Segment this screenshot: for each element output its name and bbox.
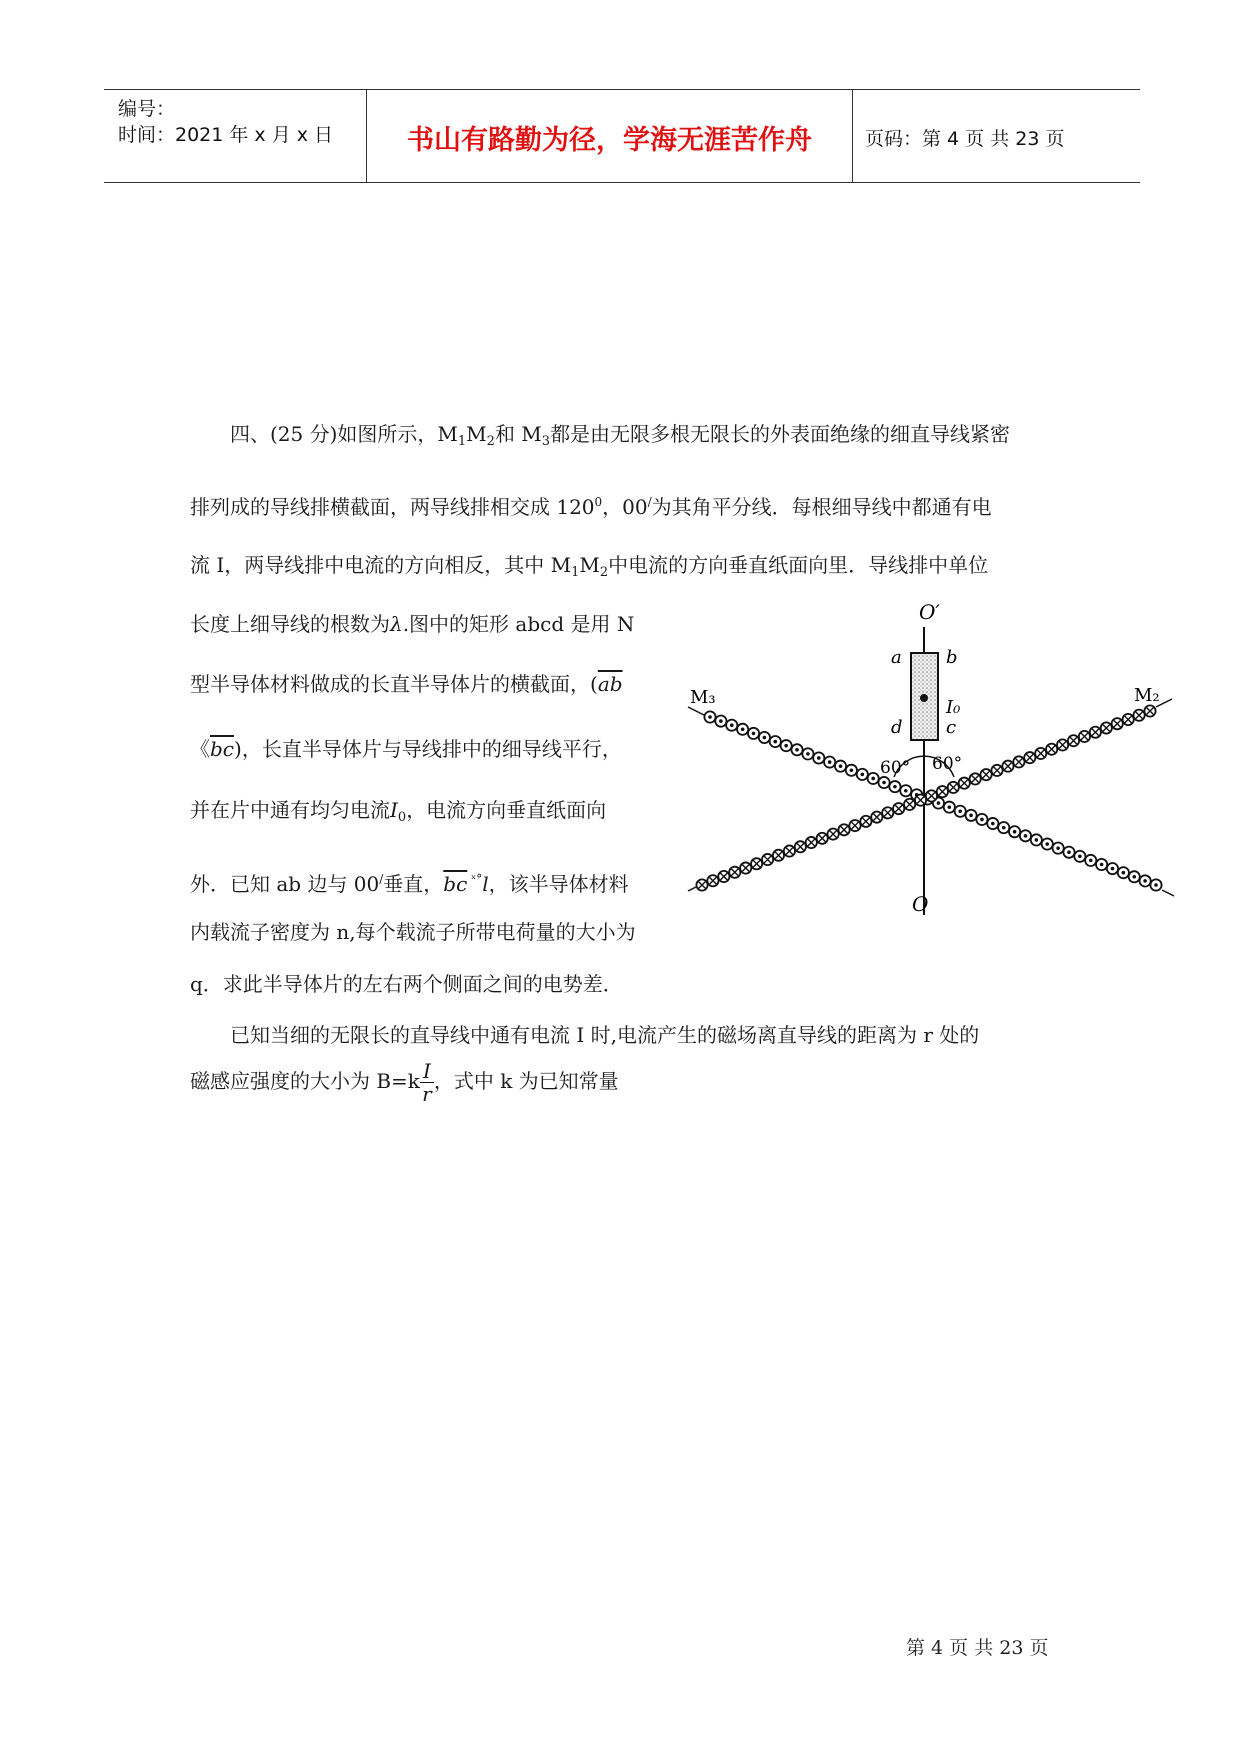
text-run: 为其角平分线．每根细导线中都通有电: [651, 495, 992, 519]
wire-dot: [770, 736, 781, 747]
wire-cross: [707, 875, 718, 886]
text-run: ，电流方向垂直纸面向: [406, 798, 607, 822]
text-run: 并在片中通有均匀电流: [190, 798, 390, 822]
wire-cross: [860, 816, 871, 827]
wire-dot: [715, 715, 726, 726]
wire-cross: [1013, 756, 1024, 767]
wire-cross: [1035, 748, 1046, 759]
text-run: M: [466, 422, 487, 446]
text-run: 长度上细导线的根数为: [190, 612, 390, 636]
wire-dot: [965, 810, 976, 821]
wire-dot: [1118, 867, 1129, 878]
problem-line-10: q．求此半导体片的左右两个侧面之间的电势差．: [190, 972, 623, 996]
symbol-run: ˣ°: [467, 872, 483, 886]
wire-dot: [868, 773, 879, 784]
wire-cross: [1079, 731, 1090, 742]
prime-mark: /: [379, 872, 384, 886]
wire-dot: [846, 765, 857, 776]
label-o-prime: O′: [919, 600, 940, 624]
wire-dot: [1031, 834, 1042, 845]
header-info-cell: [104, 90, 367, 182]
text-run: ，该半导体材料: [488, 872, 629, 896]
wire-dot: [1107, 863, 1118, 874]
text-run: ，式中 k 为已知常量: [433, 1069, 619, 1093]
label-i0: I₀: [946, 697, 961, 718]
wire-cross: [1090, 727, 1101, 738]
problem-line-8: [190, 865, 629, 898]
wire-cross: [1144, 705, 1155, 716]
wire-cross: [871, 811, 882, 822]
wire-cross: [991, 765, 1002, 776]
wire-cross: [740, 862, 751, 873]
wire-cross: [828, 828, 839, 839]
wire-cross: [1112, 718, 1123, 729]
label-b: b: [946, 647, 958, 668]
wire-dot: [726, 720, 737, 731]
wire-cross: [718, 871, 729, 882]
wire-cross: [696, 879, 707, 890]
wire-cross: [795, 841, 806, 852]
wire-dot: [944, 802, 955, 813]
fraction-denominator: r: [422, 1082, 432, 1106]
wire-dot: [813, 752, 824, 763]
wire-dot: [1042, 838, 1053, 849]
segment-bc: $\overline{bc}$: [443, 872, 468, 896]
fraction: [420, 1060, 434, 1105]
problem-line-11: 已知当细的无限长的直导线中通有电流 I 时,电流产生的磁场离直导线的距离为 r 处的: [230, 1023, 980, 1047]
wire-cross: [729, 867, 740, 878]
angle-right-label: 60°: [932, 754, 963, 774]
wire-cross: [849, 820, 860, 831]
wire-dot: [748, 728, 759, 739]
wire-cross: [904, 799, 915, 810]
wire-cross: [751, 858, 762, 869]
lambda-symbol: λ: [390, 612, 403, 636]
wire-dot: [704, 711, 715, 722]
wire-dot: [878, 777, 889, 788]
wire-dot: [1009, 826, 1020, 837]
text-run: 四、(25 分)如图所示，M: [230, 422, 458, 446]
wire-dot: [1096, 859, 1107, 870]
motto: 书山有路勤为径，学海无涯苦作舟: [407, 125, 812, 156]
text-run: 都是由无限多根无限长的外表面绝缘的细直导线紧密: [550, 422, 1011, 446]
label-d: d: [891, 717, 903, 738]
wire-dot: [1129, 871, 1140, 882]
problem-line-9: 内载流子密度为 n,每个载流子所带电荷量的大小为: [190, 920, 636, 944]
label-c: c: [946, 717, 957, 738]
superscript: 0: [594, 495, 603, 509]
current-symbol: I: [390, 798, 398, 822]
wire-dot: [759, 732, 770, 743]
problem-line-3: [190, 551, 988, 587]
wire-cross: [980, 769, 991, 780]
subscript: 1: [571, 565, 580, 580]
problem-line-5: [190, 670, 623, 698]
wire-cross: [959, 778, 970, 789]
wire-dot: [1150, 879, 1161, 890]
text-run: 磁感应强度的大小为 B=k: [190, 1069, 420, 1093]
wire-dot: [802, 748, 813, 759]
wire-dot: [1074, 851, 1085, 862]
wire-cross: [773, 850, 784, 861]
wire-cross: [1068, 735, 1079, 746]
subscript: 2: [486, 434, 495, 449]
text-run: 外．已知 ab 边与 00: [190, 872, 380, 896]
wire-dot: [1052, 843, 1063, 854]
number-label: 编号：: [118, 98, 176, 120]
text-run: .图中的矩形 abcd 是用 N: [402, 612, 635, 636]
segment-ab: $\overline{ab}$: [597, 672, 623, 696]
wire-dot: [998, 822, 1009, 833]
subscript: 3: [541, 434, 551, 449]
subscript: 0: [397, 810, 407, 825]
page-footer: 第 4 页 共 23 页: [906, 1637, 1049, 1659]
wire-dot: [824, 756, 835, 767]
text-run: 型半导体材料做成的长直半导体片的横截面，(: [190, 672, 598, 696]
wire-cross: [882, 807, 893, 818]
wire-dot: [857, 769, 868, 780]
text-run: M: [579, 553, 600, 577]
time-label: 时间：2021 年 x 月 x 日: [118, 124, 334, 146]
angle-left-label: 60°: [880, 758, 911, 778]
problem-line-7: [190, 796, 606, 832]
subscript: 1: [457, 434, 467, 449]
wire-cross: [806, 837, 817, 848]
page-code: 页码：第 4 页 共 23 页: [865, 128, 1065, 150]
text-run: )，长直半导体片与导线排中的细导线平行，: [234, 737, 622, 761]
wire-dot: [987, 818, 998, 829]
wire-dot: [1085, 855, 1096, 866]
wire-dot: [781, 740, 792, 751]
label-m3: M₃: [690, 687, 716, 708]
fraction-numerator: I: [420, 1060, 434, 1083]
subscript: 2: [599, 565, 609, 580]
wire-cross: [1123, 714, 1134, 725]
header-motto-cell: [367, 90, 853, 182]
wire-cross: [1101, 722, 1112, 733]
problem-line-4: [190, 610, 634, 638]
header-page-cell: [853, 90, 1140, 182]
wire-cross: [926, 790, 937, 801]
wire-cross: [1002, 761, 1013, 772]
text-run: 《: [190, 737, 210, 761]
text-run: 垂直，: [383, 872, 444, 896]
problem-line-6: [190, 735, 622, 763]
problem-line-2: [190, 488, 992, 521]
wire-cross: [1133, 710, 1144, 721]
text-run: ，00: [602, 495, 648, 519]
wire-cross: [1046, 744, 1057, 755]
label-o: O: [912, 892, 929, 916]
text-run: 中电流的方向垂直纸面向里．导线排中单位: [608, 553, 989, 577]
text-run: 和 M: [494, 422, 542, 446]
wire-dot: [835, 761, 846, 772]
wire-cross: [937, 786, 948, 797]
current-dot: [920, 694, 928, 702]
label-a: a: [891, 647, 902, 668]
wire-dot: [976, 814, 987, 825]
wire-cross: [817, 833, 828, 844]
wire-cross: [762, 854, 773, 865]
wire-dot: [1020, 830, 1031, 841]
prime-mark: /: [647, 495, 652, 509]
label-m2: M₂: [1134, 685, 1160, 706]
wire-dot: [889, 781, 900, 792]
wire-array-figure: [686, 595, 1176, 930]
wire-dot: [955, 806, 966, 817]
length-symbol: l: [482, 872, 489, 896]
wire-dot: [900, 785, 911, 796]
wire-cross: [1024, 752, 1035, 763]
text-run: 流 I，两导线排中电流的方向相反，其中 M: [190, 553, 572, 577]
wire-cross: [970, 773, 981, 784]
wire-dot: [737, 724, 748, 735]
wire-cross: [915, 795, 926, 806]
segment-bc: $\overline{bc}$: [210, 737, 235, 761]
problem-line-12: [190, 1060, 619, 1105]
wire-cross: [948, 782, 959, 793]
wire-cross: [784, 845, 795, 856]
wire-cross: [893, 803, 904, 814]
wire-cross: [838, 824, 849, 835]
wire-dot: [791, 744, 802, 755]
page-header: [104, 89, 1140, 183]
problem-line-1: [230, 420, 1010, 456]
wire-cross: [1057, 739, 1068, 750]
wire-dot: [1140, 875, 1151, 886]
text-run: 排列成的导线排横截面，两导线排相交成 120: [190, 495, 595, 519]
wire-dot: [1063, 847, 1074, 858]
